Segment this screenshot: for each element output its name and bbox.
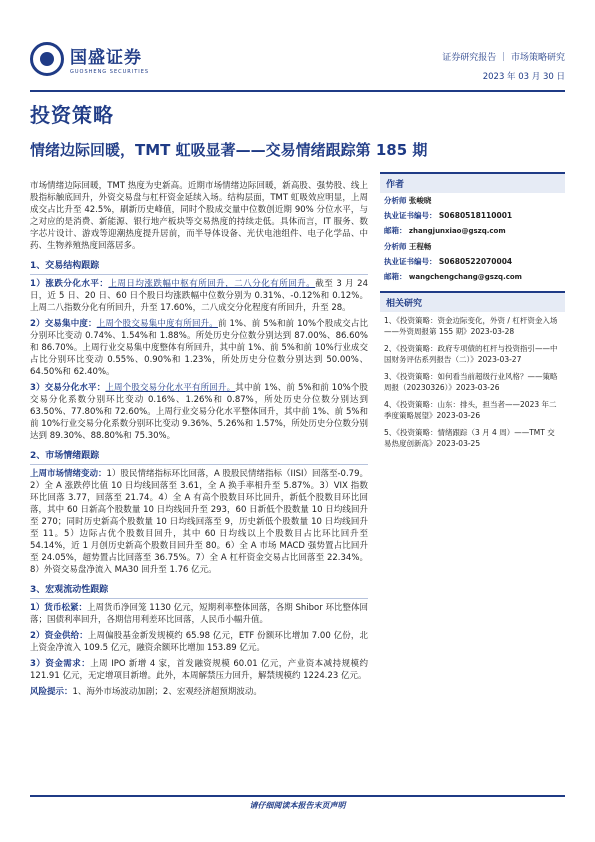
- row-key: 分析师: [384, 242, 407, 251]
- row-key: 分析师: [384, 196, 407, 205]
- para-lead: 上周市场情绪变动：: [30, 469, 107, 479]
- para-text: 上周偏股基金新发规模约 65.98 亿元，ETF 份额环比增加 7.00 亿份，北上资金净流入 109.5 亿元，融资余额环比增加 153.89 亿元。: [30, 631, 368, 653]
- doc-type: 投资策略: [30, 103, 114, 127]
- author-row: [380, 239, 565, 254]
- author-row: [380, 254, 565, 269]
- footer-disclaimer: 请仔细阅读本报告末页声明: [249, 801, 346, 810]
- email-link[interactable]: wangchengchang@gszq.com: [408, 273, 522, 281]
- risk-lead: 风险提示：: [30, 687, 73, 697]
- row-key: 执业证书编号：: [384, 257, 437, 266]
- author-row: [380, 269, 565, 285]
- para-highlight: 上周个股交易集中度有所回升。: [96, 319, 218, 329]
- page-title: 情绪边际回暖，TMT 虹吸显著——交易情绪跟踪第 185 期: [30, 141, 428, 159]
- section-title: 3、宏观流动性跟踪: [30, 584, 368, 599]
- paragraph: [30, 630, 368, 654]
- main-content: [30, 180, 368, 702]
- authors-title: 作者: [380, 172, 565, 193]
- para-text: 前 1%、前 5%和前 10%个股成交占比分别环比变动 0.74%、1.54%和 1.88%。所处历史分位数分别达到 87.00%、86.60%和 86.70%。上周行业交易集中度整体有所回升，其中前 1%、前 5%和前 10%行业成交占比分别环比变动 0.55%、0.90%和 1.23%，所处历史分位数分别达到 50.00%、64.50%和 62.40%。: [30, 319, 368, 377]
- related-item[interactable]: 2、《投资策略：政府专项债的杠杆与投资指引——中国财务评估系列报告（二）》2023-03-27: [384, 344, 558, 364]
- report-date: 2023 年 03 月 30 日: [482, 72, 565, 82]
- row-value: 王程畅: [408, 242, 432, 251]
- row-value: S0680522070004: [438, 257, 513, 266]
- row-key: 邮箱：: [384, 272, 407, 281]
- logo-text: [70, 43, 149, 75]
- summary: 市场情绪边际回暖，TMT 热度为史新高。近期市场情绪边际回暖，新高股、强势股、线上股指标触底回升，外资交易盘与杠杆资金延续入场。结构层面，TMT 虹吸效应明显，上周成交占比升至 42.5%，刷新历史峰值，同时个股成交量中位数创近期 90% 分位水平，与之对应的是消费、新能源、银行地产板块等交易热度的持续走低。具体而言，IT 服务、数字芯片设计、游戏等迎潮热度提升居前，而半导体设备、光伏电池组件、电子化学品、中药、生物养殖热度回落居多。: [30, 181, 368, 251]
- paragraph: [30, 382, 368, 442]
- sidebar: [380, 172, 565, 458]
- row-value: S0680518110001: [438, 211, 513, 220]
- logo-mark-icon: [30, 42, 64, 76]
- row-key: 邮箱：: [384, 226, 407, 235]
- section-trading-structure: [30, 260, 368, 442]
- para-text: 上周货币净回笼 1130 亿元，短期利率整体回落，各期 Shibor 环比整体回落；国债利率回升，各期信用利差环比回落，人民币小幅升值。: [30, 603, 368, 625]
- author-row: [380, 193, 565, 208]
- row-value: 张峻晓: [408, 196, 432, 205]
- para-text: 其中前 1%、前 5%和前 10%个股交易分化系数分别环比变动 0.16%、1.26%和 0.87%，所处历史分位数分别达到 63.50%、77.80%和 72.60%。上周行业交易分化水平整体回升，其中前 1%、前 5%和前 10%行业交易分化系数分别环比变动 9.36%、5.26%和 1.57%，所处历史分位数分别达到 89.30%、88.80%和 75.30%。: [30, 383, 368, 441]
- related-title: 相关研究: [380, 291, 565, 312]
- para-lead: 2）资金供给：: [30, 631, 88, 641]
- section-title: 1、交易结构跟踪: [30, 260, 368, 275]
- paragraph: [30, 658, 368, 682]
- para-lead: 2）交易集中度：: [30, 319, 97, 329]
- para-lead: 3）资金需求：: [30, 659, 91, 669]
- para-text: 截至 3 月 24 日，近 5 日、20 日、60 日个股日均涨跌幅中位数分别为 0.31%、-0.12%和 0.12%。上周二八指数分化有所回升，升至 17.60%，二八成交分化程度有所回升，升至 28。: [30, 279, 368, 313]
- row-key: 执业证书编号：: [384, 211, 437, 220]
- section-market-sentiment: [30, 450, 368, 576]
- para-lead: 1）货币松紧：: [30, 603, 87, 613]
- authors-list: [380, 193, 565, 285]
- para-highlight: 上周日均涨跌幅中枢有所回升，二八分化有所回升。: [108, 279, 316, 289]
- company-logo: [30, 42, 149, 76]
- header-meta: [442, 50, 565, 82]
- related-item[interactable]: 1、《投资策略：资金边际变化，外资 / 杠杆资金入场——外资周报第 155 期》2023-03-28: [384, 316, 558, 336]
- section-title: 2、市场情绪跟踪: [30, 450, 368, 465]
- risk-warning: [30, 686, 368, 698]
- para-text: 上周 IPO 新增 4 家，首发融资规模 60.01 亿元，产业资本减持规模约 121.91 亿元，无定增项目新增。此外，本周解禁压力回升，解禁规模约 1224.23 亿元。: [30, 659, 368, 681]
- related-item[interactable]: 3、《投资策略：如何看当前超级行业风格？——策略周报（20230326）》2023-03-26: [384, 372, 558, 392]
- para-text: 1）股民情绪指标环比回落，A 股股民情绪指标（IISI）回落至-0.79。2）全 A 涨跌停比值 10 日均线回落至 3.61，全 A 换手率相升至 5.87%。3）VIX 指数环比回落 3.77，回落至 21.74。4）全 A 有高个股数目环比回升，新低个股数目环比回落，其中 60 日新高个股数量 10 日均线回升至 293，60 日新低个股数量 10 日均线回升至 270；同时历史新高个股数量 10 日均线回落至 9，历史新低个股数量 10 日均线回升至 11。5）边际占优个股数目回升，其中 60 日均线以上个股数目占比环比回升至 54.14%，近 1 月创历史新高个股数目回升至 80。6）全 A 市场 MACD 强势置占比回升至 24.05%，超势置占比回落至 36.75%。7）全 A 杠杆资金交易占比回落至 22.34%。8）外资交易盘净流入 MA30 回升至 1.76 亿元。: [30, 469, 368, 575]
- logo-en: GUOSHENG SECURITIES: [70, 69, 150, 75]
- email-link[interactable]: zhangjunxiao@gszq.com: [408, 227, 506, 235]
- header-divider: [30, 90, 565, 92]
- paragraph: [30, 318, 368, 378]
- paragraph: [30, 468, 368, 576]
- para-lead: 1）涨跌分化水平：: [30, 279, 109, 289]
- author-row: [380, 208, 565, 223]
- footer-divider: [30, 795, 565, 797]
- logo-cn: 国盛证券: [70, 48, 142, 68]
- risk-text: 1、海外市场波动加剧；2、宏观经济超预期波动。: [72, 687, 262, 697]
- para-lead: 3）交易分化水平：: [30, 383, 106, 393]
- report-category: 证券研究报告 ｜ 市场策略研究: [442, 53, 565, 63]
- related-item[interactable]: 4、《投资策略：山东：排头，担当者——2023 年二季度策略展望》2023-03-26: [384, 400, 557, 420]
- paragraph: [30, 602, 368, 626]
- para-highlight: 上周个股交易分化水平有所回升。: [105, 383, 236, 393]
- author-row: [380, 223, 565, 239]
- paragraph: [30, 278, 368, 314]
- section-liquidity: [30, 584, 368, 682]
- related-list: [380, 312, 565, 458]
- related-item[interactable]: 5、《投资策略：情绪跟踪（3 月 4 周）——TMT 交易热度创新高》2023-03-25: [384, 428, 555, 448]
